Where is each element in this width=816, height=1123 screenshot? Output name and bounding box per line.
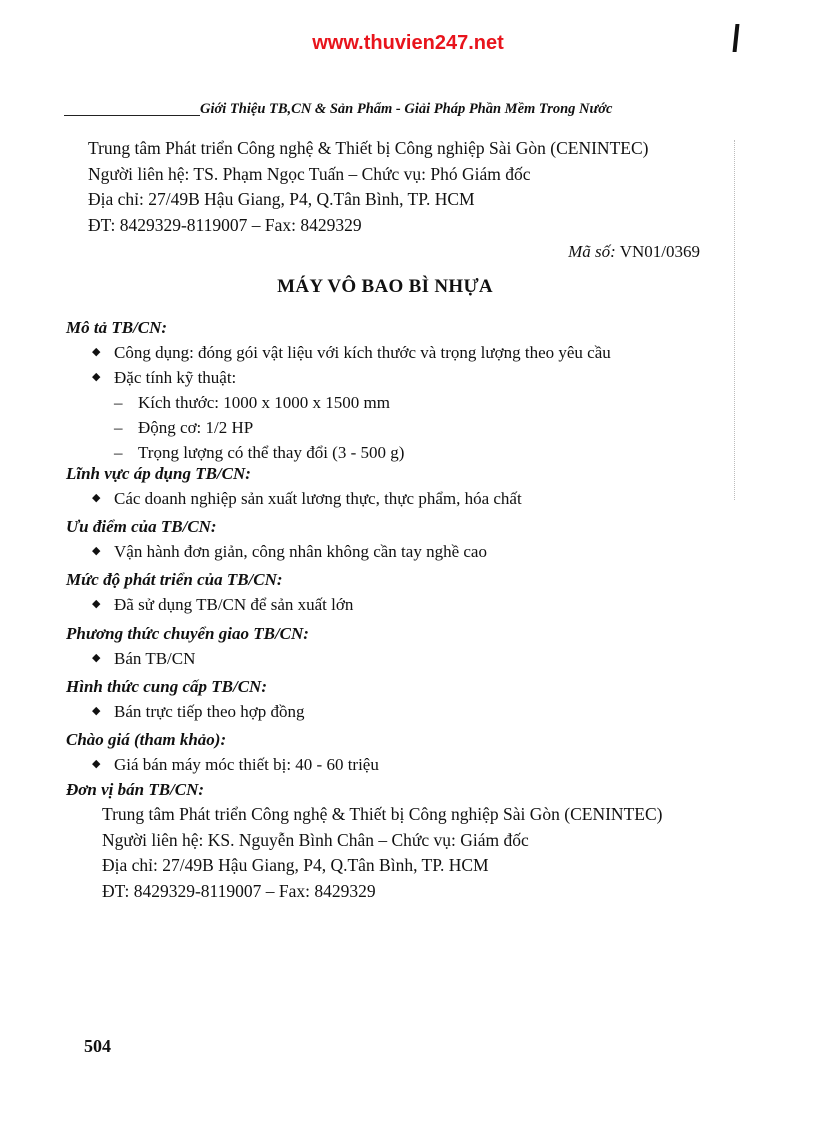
dash-icon: – <box>114 418 123 437</box>
item-text: Các doanh nghiệp sản xuất lương thực, thực phẩm, hóa chất <box>114 489 522 508</box>
section-heading: Mức độ phát triển của TB/CN: <box>66 570 283 589</box>
bullet-icon: ◆ <box>92 652 101 664</box>
contact-org: Trung tâm Phát triển Công nghệ & Thiết bị Công nghiệp Sài Gòn (CENINTEC) <box>88 138 649 158</box>
section-advantage <box>66 515 746 564</box>
running-header <box>64 92 704 120</box>
page-title: MÁY VÔ BAO BÌ NHỰA <box>277 276 493 297</box>
item-text: Vận hành đơn giản, công nhân không cần tay nghề cao <box>114 542 487 561</box>
list-item <box>66 486 746 511</box>
spec-item <box>66 415 746 440</box>
list-item <box>66 340 746 365</box>
bullet-icon: ◆ <box>92 371 101 383</box>
page-number: 504 <box>84 1036 111 1056</box>
section-heading: Mô tả TB/CN: <box>66 318 168 337</box>
item-text: Đặc tính kỹ thuật: <box>114 368 237 387</box>
section-heading: Đơn vị bán TB/CN: <box>66 780 205 799</box>
item-text: Giá bán máy móc thiết bị: 40 - 60 triệu <box>114 755 379 774</box>
bullet-icon: ◆ <box>92 758 101 770</box>
watermark-link[interactable]: www.thuvien247.net <box>312 32 504 54</box>
item-text: Bán TB/CN <box>114 649 196 668</box>
seller-person: Người liên hệ: KS. Nguyễn Bình Chân – Chức vụ: Giám đốc <box>102 829 529 850</box>
contact-block <box>88 136 648 238</box>
seller-block <box>66 802 746 904</box>
bullet-icon: ◆ <box>92 705 101 717</box>
section-price <box>66 728 746 777</box>
seller-org: Trung tâm Phát triển Công nghệ & Thiết bị Công nghiệp Sài Gòn (CENINTEC) <box>102 804 663 824</box>
section-development <box>66 568 746 617</box>
section-heading: Phương thức chuyển giao TB/CN: <box>66 624 309 643</box>
spec-text: Động cơ: 1/2 HP <box>138 418 254 437</box>
header-text: Giới Thiệu TB,CN & Sản Phẩm - Giải Pháp Phần Mềm Trong Nước <box>200 101 613 117</box>
bullet-icon: ◆ <box>92 492 101 504</box>
contact-person: Người liên hệ: TS. Phạm Ngọc Tuấn – Chức vụ: Phó Giám đốc <box>88 163 531 184</box>
code-line <box>568 242 700 262</box>
list-item <box>66 752 746 777</box>
spec-item <box>66 390 746 415</box>
list-item <box>66 646 746 671</box>
seller-phone: ĐT: 8429329-8119007 – Fax: 8429329 <box>102 880 376 901</box>
section-seller <box>66 778 746 904</box>
bullet-icon: ◆ <box>92 545 101 557</box>
header-rule <box>64 115 200 116</box>
section-supply <box>66 675 746 724</box>
item-text: Công dụng: đóng gói vật liệu với kích thước và trọng lượng theo yêu cầu <box>114 343 611 362</box>
section-heading: Ưu điểm của TB/CN: <box>66 517 217 536</box>
section-field <box>66 462 746 511</box>
dash-icon: – <box>114 393 123 412</box>
list-item <box>66 592 746 617</box>
bullet-icon: ◆ <box>92 598 101 610</box>
code-label: Mã số: <box>568 242 616 261</box>
spec-text: Kích thước: 1000 x 1000 x 1500 mm <box>138 393 390 412</box>
list-item <box>66 539 746 564</box>
list-item <box>66 699 746 724</box>
section-heading: Hình thức cung cấp TB/CN: <box>66 677 267 696</box>
section-heading: Chào giá (tham khảo): <box>66 730 227 749</box>
contact-phone: ĐT: 8429329-8119007 – Fax: 8429329 <box>88 214 362 235</box>
dash-icon: – <box>114 443 123 462</box>
item-text: Đã sử dụng TB/CN để sản xuất lớn <box>114 595 354 614</box>
code-value: VN01/0369 <box>619 242 700 261</box>
spec-text: Trọng lượng có thể thay đổi (3 - 500 g) <box>138 443 405 462</box>
section-heading: Lĩnh vực áp dụng TB/CN: <box>66 464 251 483</box>
section-description <box>66 316 746 465</box>
seller-address: Địa chỉ: 27/49B Hậu Giang, P4, Q.Tân Bình, TP. HCM <box>102 855 489 875</box>
list-item <box>66 365 746 390</box>
section-transfer <box>66 622 746 671</box>
bullet-icon: ◆ <box>92 346 101 358</box>
item-text: Bán trực tiếp theo hợp đồng <box>114 702 305 721</box>
contact-address: Địa chỉ: 27/49B Hậu Giang, P4, Q.Tân Bình, TP. HCM <box>88 189 475 209</box>
